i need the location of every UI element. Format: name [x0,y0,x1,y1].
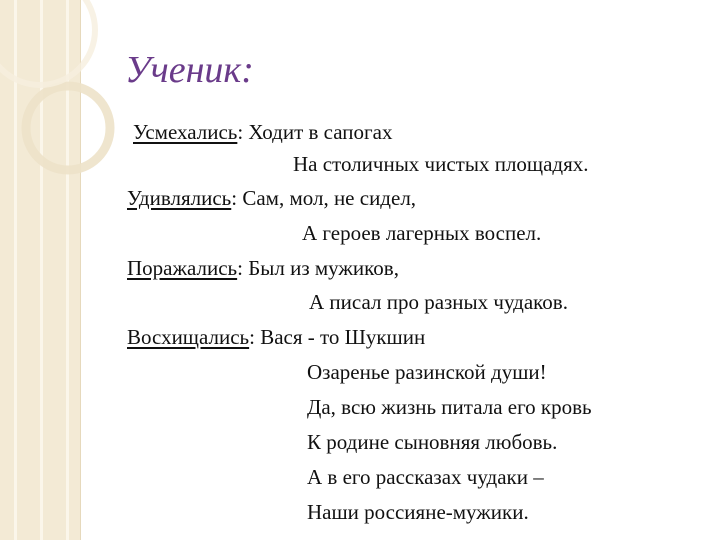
panel-stripe [66,0,69,540]
line-text: К родине сыновняя любовь. [307,430,558,454]
poem-line [133,119,392,145]
slide-title: Ученик: [125,49,254,91]
line-label: Восхищались [127,325,250,349]
line-text: : Ходит в сапогах [237,120,393,144]
line-text: А героев лагерных воспел. [302,221,542,245]
line-text: Озаренье разинской души! [307,360,547,384]
line-text: На столичных чистых площадях. [293,152,589,176]
poem-line [127,255,399,281]
poem-line [302,220,541,246]
poem-line [293,151,589,177]
poem-line [309,289,568,315]
panel-stripe [14,0,17,540]
line-text: Наши россияне-мужики. [307,500,529,524]
line-text: А писал про разных чудаков. [309,290,568,314]
poem-line [307,429,557,455]
decorative-side-panel [0,0,81,540]
line-text: А в его рассказах чудаки – [307,465,544,489]
line-label: Поражались [127,256,238,280]
poem-line [307,499,529,525]
poem-line [127,185,416,211]
panel-stripe [40,0,43,540]
line-label: Усмехались [133,120,238,144]
poem-line [127,324,425,350]
line-text: Да, всю жизнь питала его кровь [307,395,592,419]
poem-line [307,359,547,385]
line-text: : Был из мужиков, [237,256,399,280]
line-label: Удивлялись [127,186,232,210]
line-text: : Вася - то Шукшин [249,325,426,349]
poem-line [307,394,592,420]
poem-line [307,464,544,490]
line-text: : Сам, мол, не сидел, [231,186,417,210]
